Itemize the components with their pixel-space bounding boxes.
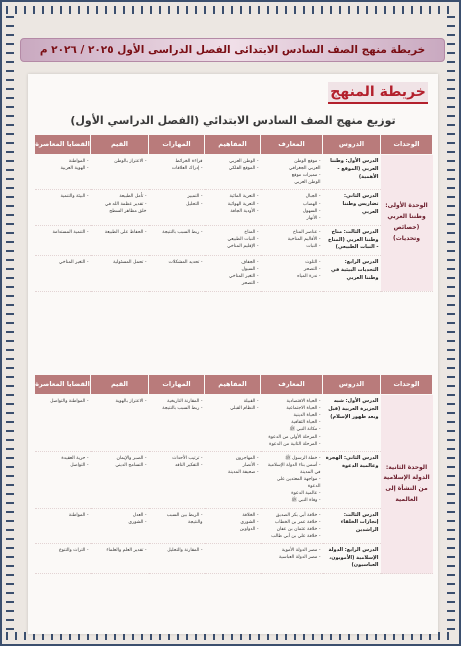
column-header: القضايا المعاصرة bbox=[35, 375, 91, 395]
knowledge-cell bbox=[261, 155, 323, 190]
values-cell bbox=[91, 508, 149, 543]
knowledge-cell bbox=[261, 256, 323, 291]
knowledge-item: - مكانة النبي ﷺ bbox=[289, 427, 321, 433]
issues-cell bbox=[35, 190, 91, 225]
knowledge-cell bbox=[261, 190, 323, 225]
skills-item: - ترتيب الأحداث bbox=[172, 455, 203, 461]
unit1-table bbox=[34, 134, 433, 292]
skills-item: - المقارنة التاريخية bbox=[167, 399, 203, 404]
column-header: المهارات bbox=[149, 375, 205, 395]
concepts-cell bbox=[205, 190, 261, 225]
knowledge-item: - عالمية الدعوة bbox=[291, 491, 321, 497]
knowledge-item: - خلافة عثمان بن عفان bbox=[276, 526, 321, 532]
knowledge-item: - موقع الوطن bbox=[294, 159, 321, 164]
unit1-header-row bbox=[35, 135, 433, 155]
lesson-cell: الدرس الثالث: مناخ وطننا العربي (المناخ - النبات الطبيعي) bbox=[323, 225, 381, 255]
concepts-item: - النظام القبلي bbox=[230, 406, 259, 412]
concepts-item: - صحيفة المدينة bbox=[228, 469, 259, 475]
concepts-item: - التغير المناخي bbox=[228, 274, 259, 280]
knowledge-item: العربي الجغرافي bbox=[288, 166, 321, 172]
knowledge-item: - المرحلة الثانية من الدعوة bbox=[269, 441, 321, 447]
issues-item: - المواطنة والتواصل bbox=[50, 399, 89, 404]
knowledge-item: - الحياة الاجتماعية bbox=[286, 406, 321, 412]
knowledge-item: - النبات bbox=[306, 244, 321, 250]
column-header: القيم bbox=[91, 135, 149, 155]
knowledge-item: - الحياة الثقافية bbox=[291, 420, 321, 426]
concepts-item: - التصحر bbox=[241, 281, 259, 287]
knowledge-item: - الحياة الاقتصادية bbox=[286, 399, 321, 404]
values-cell bbox=[91, 543, 149, 573]
issues-item: - الهوية العربية bbox=[60, 166, 89, 172]
knowledge-cell bbox=[261, 225, 323, 255]
concepts-cell bbox=[205, 508, 261, 543]
concepts-item: - القبيلة bbox=[243, 399, 259, 404]
knowledge-item: - الجبال bbox=[305, 194, 321, 200]
skills-item: - التمييز bbox=[187, 194, 203, 200]
concepts-item: - الموقع الفلكي bbox=[228, 166, 259, 172]
table-row bbox=[35, 395, 433, 452]
knowledge-item: - الهضاب bbox=[302, 201, 321, 207]
values-cell bbox=[91, 395, 149, 452]
decorative-border-left bbox=[6, 16, 14, 630]
issues-item: - التواصل bbox=[70, 462, 89, 468]
values-item: - الشورى bbox=[128, 519, 147, 525]
skills-item: - ربط السبب بالنتيجة bbox=[162, 406, 203, 412]
issues-item: - المواطنة bbox=[68, 512, 89, 518]
column-header: الوحدات bbox=[381, 135, 433, 155]
column-header: القضايا المعاصرة bbox=[35, 135, 91, 155]
knowledge-item: - خلافة أبي بكر الصديق bbox=[275, 512, 321, 518]
unit-name: الوحدة الثانية: الدولة الإسلامية من النشأة إلى العالمية bbox=[381, 395, 433, 574]
column-header: المفاهيم bbox=[205, 135, 261, 155]
table-row bbox=[35, 508, 433, 543]
values-item: - الحفاظ على الطبيعة bbox=[104, 229, 147, 235]
table-row bbox=[35, 451, 433, 508]
skills-cell bbox=[149, 155, 205, 190]
skills-cell bbox=[149, 395, 205, 452]
lesson-cell: الدرس الثاني: الهجرة وعالمية الدعوة bbox=[323, 451, 381, 508]
column-header: القيم bbox=[91, 375, 149, 395]
table-row bbox=[35, 225, 433, 255]
knowledge-item: - الأنهار bbox=[306, 215, 321, 221]
values-item: - العدل bbox=[132, 512, 147, 518]
lesson-cell: الدرس الأول: وطننا العربي (الموقع - الأهمية) bbox=[323, 155, 381, 190]
column-header: الوحدات bbox=[381, 375, 433, 395]
skills-item: - تحديد المشكلات bbox=[168, 260, 203, 266]
issues-cell bbox=[35, 395, 91, 452]
skills-item: - إدراك العلاقات bbox=[171, 166, 203, 172]
knowledge-cell bbox=[261, 508, 323, 543]
concepts-item: - الخلافة bbox=[242, 512, 259, 518]
issues-cell bbox=[35, 225, 91, 255]
values-cell bbox=[91, 190, 149, 225]
knowledge-item: - خلافة علي بن أبي طالب bbox=[271, 533, 321, 539]
lesson-cell: الدرس الثاني: تضاريس وطننا العربي bbox=[323, 190, 381, 225]
knowledge-item: - خلافة عمر بن الخطاب bbox=[274, 519, 321, 525]
skills-item: - الربط بين السبب bbox=[166, 512, 203, 518]
knowledge-item: - الأقاليم المناخية bbox=[287, 236, 321, 242]
knowledge-cell bbox=[261, 543, 323, 573]
banner-title: خريطة منهج الصف السادس الابتدائى الفصل الدراسى الأول ٢٠٢٥ / ٢٠٢٦ م bbox=[39, 44, 426, 56]
knowledge-item: - مميزات موقع bbox=[291, 173, 321, 179]
column-header: المهارات bbox=[149, 135, 205, 155]
knowledge-item: - خطة الرسول ﷺ bbox=[285, 455, 321, 461]
skills-cell bbox=[149, 508, 205, 543]
skills-cell bbox=[149, 543, 205, 573]
concepts-item: - الشورى bbox=[240, 519, 259, 525]
knowledge-item: - مصر الدولة الأموية bbox=[281, 547, 321, 553]
concepts-cell bbox=[205, 155, 261, 190]
skills-cell bbox=[149, 225, 205, 255]
values-item: خلق مظاهر السطح bbox=[109, 208, 147, 214]
concepts-item: - الأنصار bbox=[242, 462, 259, 468]
concepts-item: - الأودية الجافة bbox=[230, 208, 259, 214]
knowledge-item: - عناصر المناخ bbox=[292, 229, 321, 235]
concepts-item: - التعرية الهوائية bbox=[227, 201, 259, 207]
unit2-table bbox=[34, 374, 433, 574]
curriculum-sheet bbox=[28, 74, 438, 634]
lesson-cell: الدرس الثالث: إنجازات الخلفاء الراشدين bbox=[323, 508, 381, 543]
knowledge-item: - التلوث bbox=[305, 260, 321, 266]
skills-item: قراءة الخرائط bbox=[175, 159, 203, 164]
knowledge-item: الوطن العربي bbox=[294, 180, 321, 186]
knowledge-item: - وفاة النبي ﷺ bbox=[291, 498, 321, 504]
unit2-body bbox=[35, 395, 433, 574]
skills-item: والنتيجة bbox=[188, 519, 203, 525]
values-item: - الاعتزاز بالوطن bbox=[114, 159, 147, 164]
skills-cell bbox=[149, 256, 205, 291]
concepts-item: - المهاجرون bbox=[235, 455, 259, 461]
issues-item: - حرية العقيدة bbox=[61, 455, 89, 461]
values-item: - الاعتزاز بالهوية bbox=[115, 399, 147, 404]
knowledge-item: - مواجهة المعتدين على bbox=[276, 477, 321, 483]
issues-cell bbox=[35, 155, 91, 190]
knowledge-item: - السهول bbox=[302, 208, 321, 214]
table-row bbox=[35, 256, 433, 291]
table-row bbox=[35, 190, 433, 225]
skills-item: - التحليل bbox=[185, 201, 203, 207]
knowledge-item: - التصحر bbox=[303, 267, 321, 273]
values-item: - تحمل المسئولية bbox=[113, 260, 147, 266]
column-header: الدروس bbox=[323, 375, 381, 395]
concepts-item: - الوطن العربي bbox=[229, 159, 259, 164]
concepts-cell bbox=[205, 451, 261, 508]
concepts-item: - السيول bbox=[241, 267, 259, 273]
knowledge-cell bbox=[261, 451, 323, 508]
skills-item: - المقارنة والتحليل bbox=[167, 547, 203, 553]
table-row bbox=[35, 543, 433, 573]
issues-cell bbox=[35, 451, 91, 508]
concepts-item: - الإقليم المناخي bbox=[227, 244, 259, 250]
distribution-subtitle: توزيع منهج الصف السادس الابتدائي (الفصل الدراسي الأول) bbox=[70, 114, 396, 127]
column-header: المفاهيم bbox=[205, 375, 261, 395]
concepts-item: - المناخ bbox=[244, 229, 259, 235]
concepts-item: - الجفاف bbox=[241, 260, 259, 266]
values-cell bbox=[91, 451, 149, 508]
issues-item: - التنمية المستدامة bbox=[52, 229, 89, 235]
decorative-border-top bbox=[6, 6, 455, 14]
knowledge-item: في المدينة bbox=[300, 469, 321, 475]
values-item: - التسامح الديني bbox=[115, 462, 147, 468]
skills-cell bbox=[149, 190, 205, 225]
concepts-cell bbox=[205, 543, 261, 573]
values-item: - الصبر والإيمان bbox=[116, 455, 147, 461]
issues-item: - التراث والتنوع bbox=[58, 547, 89, 553]
issues-cell bbox=[35, 543, 91, 573]
knowledge-item: - الحياة الدينية bbox=[293, 413, 321, 419]
concepts-item: - النبات الطبيعي bbox=[227, 236, 259, 242]
lesson-cell: الدرس الرابع: التحديات البيئية في وطننا العربي bbox=[323, 256, 381, 291]
issues-item: - المواطنة bbox=[68, 159, 89, 164]
concepts-cell bbox=[205, 395, 261, 452]
issues-item: - التغير المناخي bbox=[58, 260, 89, 266]
knowledge-item: - ندرة المياه bbox=[297, 274, 321, 280]
issues-cell bbox=[35, 508, 91, 543]
knowledge-item: - المرحلة الأولى من الدعوة bbox=[268, 434, 321, 440]
lesson-cell: الدرس الأول: شبه الجزيرة العربية (قبل وبعد ظهور الإسلام) bbox=[323, 395, 381, 452]
issues-cell bbox=[35, 256, 91, 291]
knowledge-cell bbox=[261, 395, 323, 452]
skills-item: - ربط السبب بالنتيجة bbox=[162, 229, 203, 235]
column-header: المعارف bbox=[261, 375, 323, 395]
lesson-cell: الدرس الرابع: الدولة الإسلامية (الأمويون، العباسيون) bbox=[323, 543, 381, 573]
concepts-cell bbox=[205, 256, 261, 291]
header-banner bbox=[20, 38, 445, 62]
concepts-item: - التعرية المائية bbox=[229, 194, 259, 200]
skills-cell bbox=[149, 451, 205, 508]
decorative-border-right bbox=[447, 16, 455, 630]
issues-item: - البيئة والتنمية bbox=[60, 194, 89, 200]
values-cell bbox=[91, 256, 149, 291]
unit-name: الوحدة الأولى: وطننا العربي (خصائص وتحديات) bbox=[381, 155, 433, 292]
unit1-body bbox=[35, 155, 433, 292]
column-header: المعارف bbox=[261, 135, 323, 155]
knowledge-item: - أسس بناء الدولة الإسلامية bbox=[267, 462, 321, 468]
values-cell bbox=[91, 155, 149, 190]
unit2-header-row bbox=[35, 375, 433, 395]
knowledge-item: الدعوة bbox=[307, 484, 321, 490]
concepts-cell bbox=[205, 225, 261, 255]
values-cell bbox=[91, 225, 149, 255]
column-header: الدروس bbox=[323, 135, 381, 155]
skills-item: - التفكير الناقد bbox=[175, 462, 203, 468]
concepts-item: - الدواوين bbox=[239, 526, 259, 532]
curriculum-map-title: خريطة المنهج bbox=[328, 82, 428, 104]
values-item: - تأمل الطبيعة bbox=[119, 194, 147, 200]
values-item: - تقدير العلم والعلماء bbox=[106, 547, 147, 553]
table-row bbox=[35, 155, 433, 190]
knowledge-item: - مصر الدولة العباسية bbox=[278, 555, 321, 561]
values-item: - تقدير عظمة الله في bbox=[104, 201, 147, 207]
